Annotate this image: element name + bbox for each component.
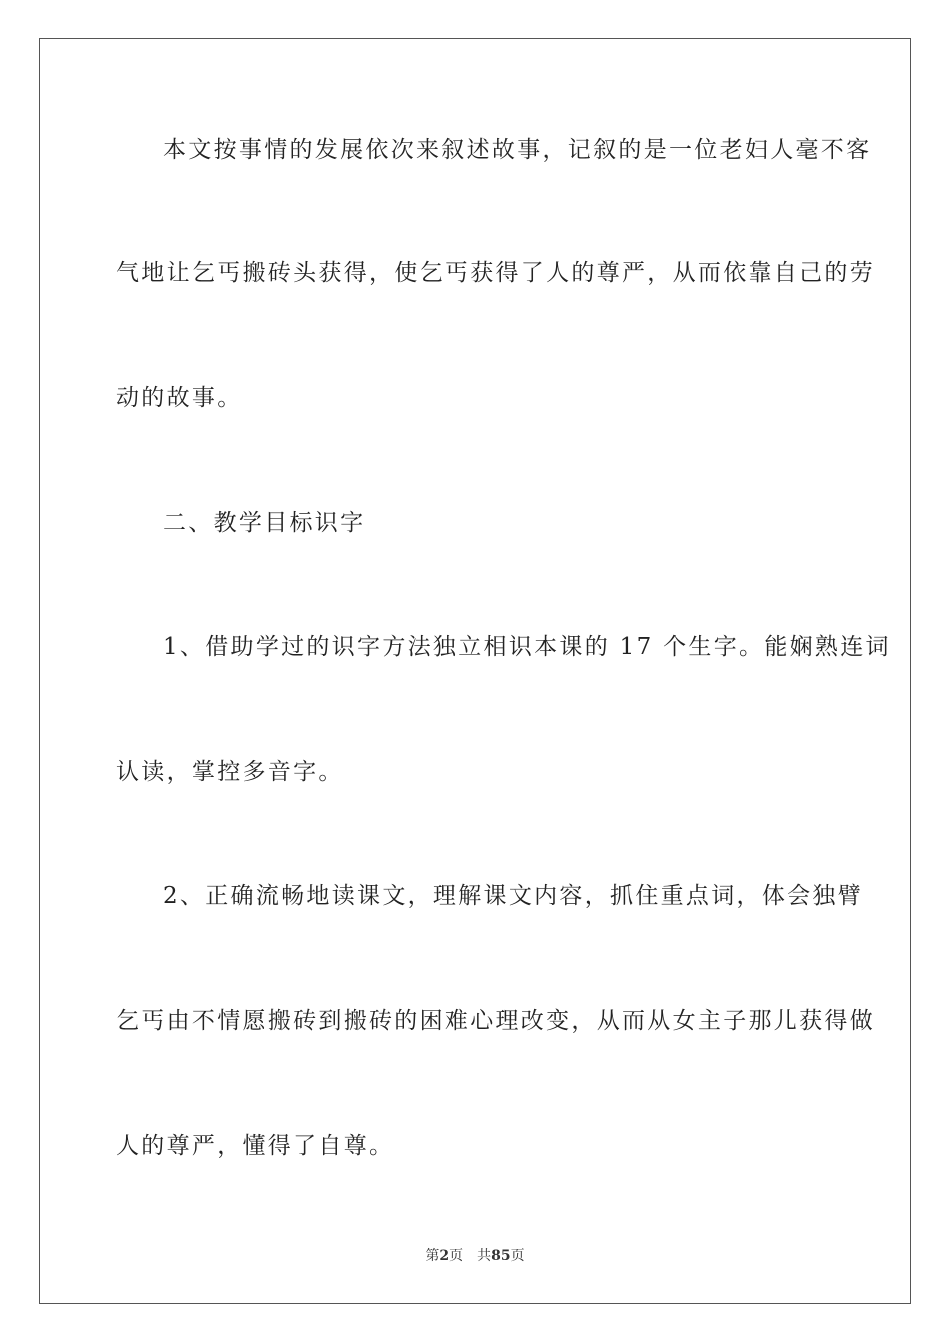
total-prefix: 共 [477,1248,492,1264]
paragraph-line-2: 气地让乞丐搬砖头获得，使乞丐获得了人的尊严，从而依靠自己的劳 [116,260,875,286]
page-prefix: 第 [425,1248,440,1264]
paragraph-line-6: 认读，掌控多音字。 [116,759,344,785]
section-heading: 二、教学目标识字 [163,510,366,536]
page-number: 2 [439,1248,450,1264]
paragraph-line-1: 本文按事情的发展依次来叙述故事，记叙的是一位老妇人毫不客 [163,137,872,163]
page-frame [39,38,911,1304]
page-suffix: 页 [449,1248,464,1264]
page-footer [0,1247,950,1265]
total-pages: 85 [491,1248,511,1264]
paragraph-line-5: 1、借助学过的识字方法独立相识本课的 17 个生字。能娴熟连词 [163,634,891,660]
paragraph-line-7: 2、正确流畅地读课文，理解课文内容，抓住重点词，体会独臂 [163,883,864,909]
total-suffix: 页 [510,1248,525,1264]
paragraph-line-3: 动的故事。 [116,385,243,411]
paragraph-line-9: 人的尊严，懂得了自尊。 [116,1133,395,1159]
paragraph-line-8: 乞丐由不情愿搬砖到搬砖的困难心理改变，从而从女主子那儿获得做 [116,1008,875,1034]
